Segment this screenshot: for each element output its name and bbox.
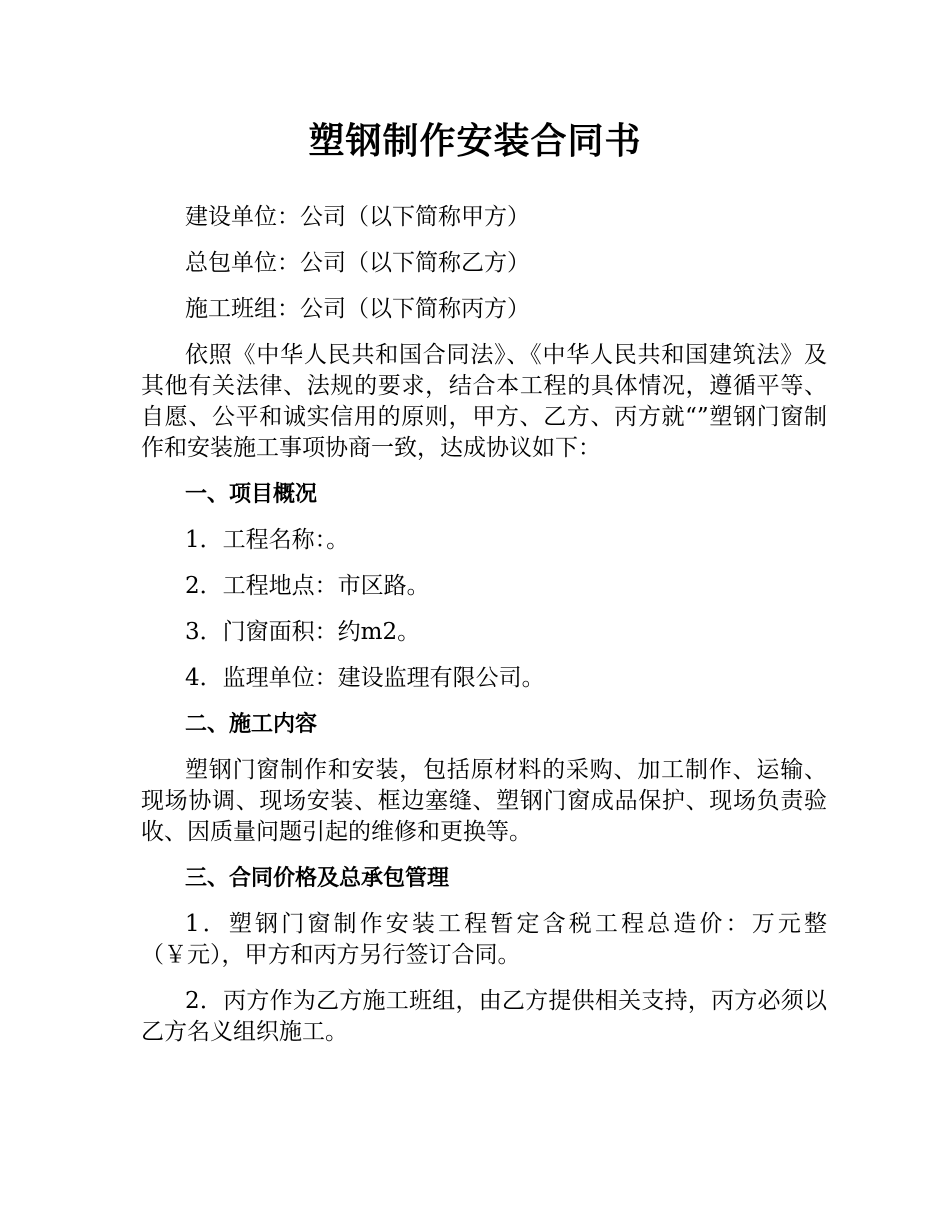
section-heading-contract-price: 三、合同价格及总承包管理 xyxy=(185,866,450,891)
party-general-contractor: 总包单位：公司（以下简称乙方） xyxy=(185,250,530,276)
list-item: 2．丙方作为乙方施工班组，由乙方提供相关支持，丙方必须以乙方名义组织施工。 xyxy=(141,988,827,1045)
list-item: 1．塑钢门窗制作安装工程暂定含税工程总造价：万元整（￥元），甲方和丙方另行签订合同。 xyxy=(141,911,827,968)
party-construction-team: 施工班组：公司（以下简称丙方） xyxy=(185,296,530,322)
document-body xyxy=(141,202,827,1048)
list-item: 3．门窗面积：约m2。 xyxy=(185,619,421,645)
document-title: 塑钢制作安装合同书 xyxy=(308,121,642,162)
construction-content-paragraph: 塑钢门窗制作和安装，包括原材料的采购、加工制作、运输、现场协调、现场安装、框边塞缝、塑钢门窗成品保护、现场负责验收、因质量问题引起的维修和更换等。 xyxy=(141,757,827,845)
list-item: 4．监理单位：建设监理有限公司。 xyxy=(185,665,545,691)
section-heading-construction-content: 二、施工内容 xyxy=(185,712,318,737)
list-item: 2．工程地点：市区路。 xyxy=(185,573,430,599)
party-owner: 建设单位：公司（以下简称甲方） xyxy=(185,204,530,230)
list-item: 1．工程名称：。 xyxy=(185,527,350,553)
section-heading-project-overview: 一、项目概况 xyxy=(185,482,318,507)
preamble-paragraph: 依照《中华人民共和国合同法》、《中华人民共和国建筑法》及其他有关法律、法规的要求，结合本工程的具体情况，遵循平等、自愿、公平和诚实信用的原则，甲方、乙方、丙方就“”塑钢门窗制作和安装施工事项协商一致，达成协议如下： xyxy=(141,342,827,461)
